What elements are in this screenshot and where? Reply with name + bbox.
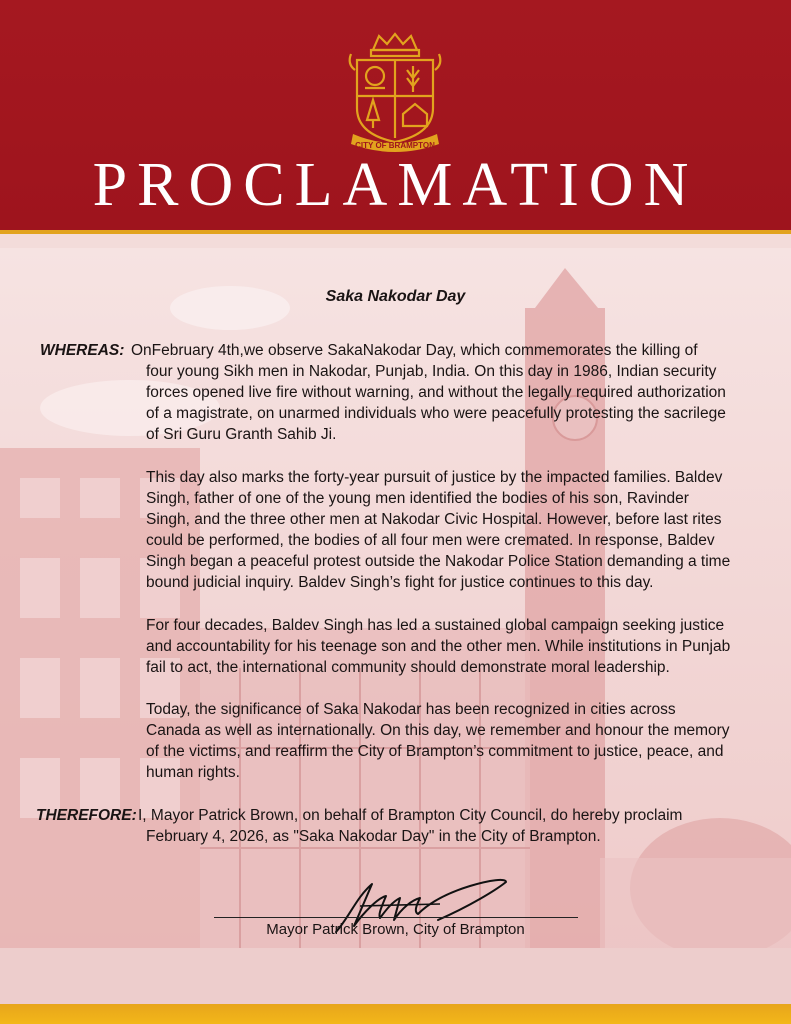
city-crest-icon [343,30,447,156]
therefore-line-2: February 4, 2026, as "Saka Nakodar Day" in the City of Brampton. [146,828,601,845]
crest-ribbon-text: CITY OF BRAMPTON [355,141,435,150]
signature-line [214,917,578,918]
header-band [0,234,791,248]
whereas-paragraph-2: This day also marks the forty-year pursuit of justice by the impacted families. Baldev Singh, father of one of the young men identified the bodies of his son, Ravinder Singh, and the three other men at Nakodar Civic Hospital. However, before last rites could be performed, the bodies of all four men were cremated. In response, Baldev Singh began a peaceful protest outside the Nakodar Police Station demanding a time bound judicial inquiry. Baldev Singh’s fight for justice continues to this day. [146,469,731,591]
whereas-paragraph-1-continued: four young Sikh men in Nakodar, Punjab, India. On this day in 1986, Indian security forces opened live fire without warning, and without the legally required authorization of a magistrate, on unarmed individuals who were peacefully protesting the sacrilege of Sri Guru Granth Sahib Ji. [146,363,726,443]
therefore-line-1: I, Mayor Patrick Brown, on behalf of Brampton City Council, do hereby proclaim [138,807,683,824]
whereas-paragraph-1: OnFebruary 4th,we observe SakaNakodar Day, which commemorates the killing of [131,342,698,359]
therefore-label: THEREFORE: [36,807,137,824]
whereas-paragraph-4: Today, the significance of Saka Nakodar has been recognized in cities across Canada as well as internationally. On this day, we remember and honour the memory of the victims, and reaffirm the City of Brampton’s commitment to justice, peace, and human rights. [146,701,730,781]
footer-gold-band [0,1004,791,1024]
page-title: PROCLAMATION [92,151,699,219]
proclamation-subject: Saka Nakodar Day [325,288,466,305]
signature-caption: Mayor Patrick Brown, City of Brampton [266,921,525,938]
whereas-label: WHEREAS: [40,342,125,359]
whereas-paragraph-3: For four decades, Baldev Singh has led a sustained global campaign seeking justice and accountability for his teenage son and the other men. While institutions in Punjab fail to act, the international community should demonstrate moral leadership. [146,617,731,676]
